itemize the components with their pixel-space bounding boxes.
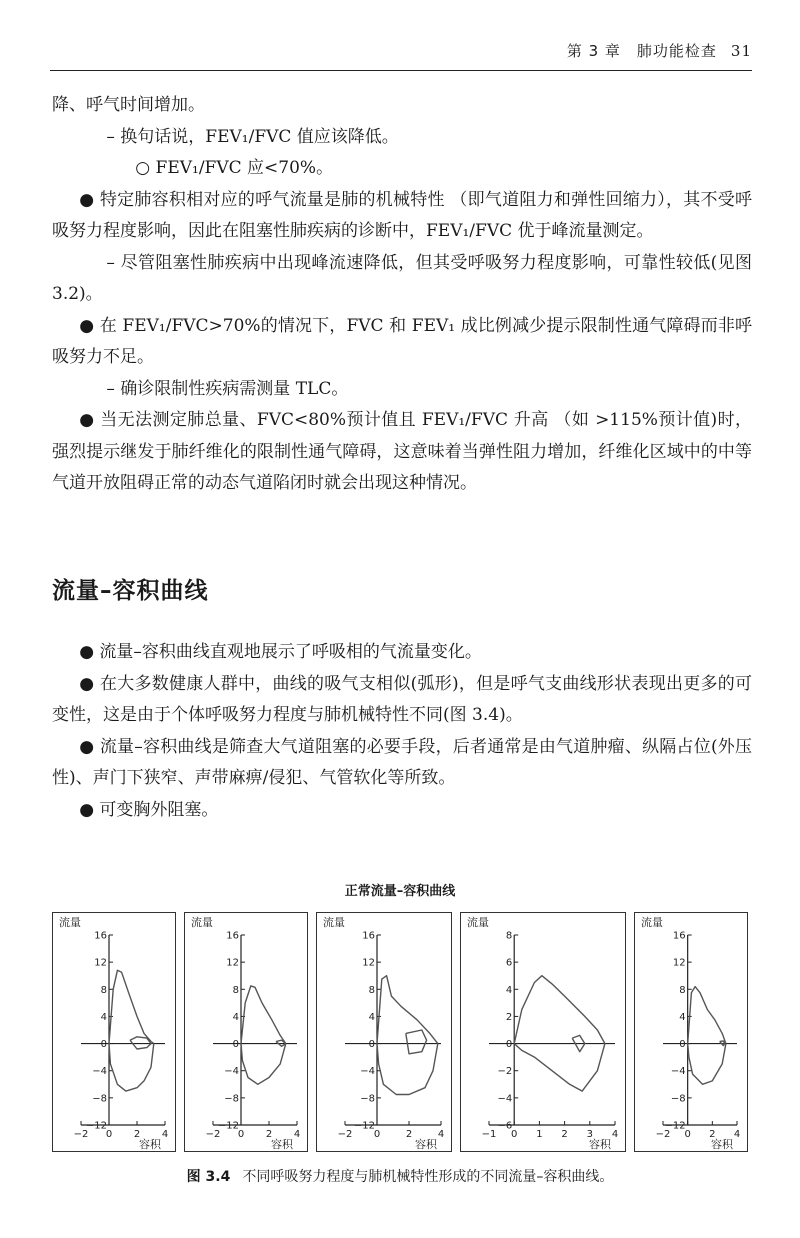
- inspiratory-curve: [688, 1044, 726, 1085]
- expiratory-curve: [241, 986, 286, 1044]
- y-tick-label: 16: [94, 930, 107, 942]
- inspiratory-curve: [241, 1044, 286, 1085]
- x-tick-label: −2: [337, 1129, 353, 1140]
- y-tick-label: 4: [232, 1011, 239, 1023]
- y-tick-label: 4: [368, 1011, 375, 1023]
- body-text-section: [52, 637, 752, 826]
- y-axis-label: 流量: [323, 916, 345, 929]
- y-tick-label: 0: [505, 1039, 513, 1051]
- figure-caption: [0, 1166, 800, 1186]
- y-tick-label: 8: [505, 930, 513, 942]
- y-tick-label: 0: [679, 1039, 686, 1051]
- y-tick-label: −6: [497, 1120, 513, 1132]
- y-tick-label: −12: [353, 1120, 375, 1132]
- x-tick-label: 2: [561, 1129, 568, 1140]
- paragraph: ○ FEV₁/FVC 应<70%。: [135, 158, 334, 178]
- x-tick-label: 2: [133, 1129, 141, 1140]
- paragraph: ● 在大多数健康人群中，曲线的吸气支相似(弧形)，但是呼气支曲线形状表现出更多的可变性，这是由于个体呼吸努力程度与肺机械特性不同(图 3.4)。: [52, 673, 752, 725]
- y-tick-label: −2: [497, 1066, 513, 1078]
- y-tick-label: −4: [670, 1066, 686, 1078]
- figure-title: 正常流量–容积曲线: [344, 884, 456, 899]
- y-axis-label: 流量: [59, 916, 81, 929]
- x-tick-label: 4: [611, 1129, 619, 1140]
- x-tick-label: 2: [265, 1129, 273, 1140]
- chart-panel-3: [316, 912, 452, 1152]
- y-tick-label: 0: [368, 1039, 375, 1051]
- page-header: [50, 30, 752, 71]
- y-tick-label: 12: [94, 957, 107, 969]
- running-head: [567, 40, 752, 61]
- inspiratory-curve: [377, 1044, 438, 1095]
- x-tick-label: 4: [161, 1129, 169, 1140]
- chart-panel-5: [634, 912, 748, 1152]
- y-tick-label: 4: [505, 984, 513, 996]
- y-tick-label: 0: [232, 1039, 239, 1051]
- x-tick-label: 0: [105, 1129, 113, 1140]
- y-tick-label: 12: [226, 957, 239, 969]
- x-tick-label: 0: [511, 1129, 518, 1140]
- x-tick-label: 2: [709, 1129, 716, 1140]
- chart-panel-2: [184, 912, 308, 1152]
- x-tick-label: −2: [655, 1129, 671, 1140]
- paragraph: – 确诊限制性疾病需测量 TLC。: [106, 378, 349, 399]
- x-tick-label: 2: [405, 1129, 413, 1140]
- expiratory-curve: [514, 976, 605, 1044]
- paragraph: ● 可变胸外阻塞。: [79, 799, 219, 820]
- x-tick-label: 3: [586, 1129, 593, 1140]
- paragraph: ● 流量–容积曲线直观地展示了呼吸相的气流量变化。: [79, 642, 482, 662]
- x-axis-label: 容积: [589, 1138, 611, 1151]
- paragraph: ● 特定肺容积相对应的呼气流量是肺的机械特性 （即气道阻力和弹性回缩力），其不受呼吸努力程度影响，因此在阻塞性肺疾病的诊断中，FEV₁/FVC 优于峰流量测定。: [52, 189, 752, 241]
- chart-svg: [53, 913, 175, 1151]
- y-tick-label: 16: [672, 930, 686, 942]
- y-axis-label: 流量: [191, 916, 213, 929]
- y-tick-label: 8: [368, 984, 375, 996]
- paragraph: 降、呼气时间增加。: [52, 95, 205, 115]
- y-tick-label: 2: [505, 1011, 513, 1023]
- chart-panel-4: [460, 912, 626, 1152]
- y-tick-label: −4: [360, 1066, 375, 1078]
- y-tick-label: −8: [670, 1093, 686, 1105]
- x-tick-label: 1: [536, 1129, 543, 1140]
- section-title: 流量–容积曲线: [52, 578, 209, 604]
- y-tick-label: 6: [505, 957, 513, 969]
- inspiratory-curve: [109, 1044, 154, 1092]
- x-axis-label: 容积: [415, 1138, 437, 1151]
- inspiratory-curve: [514, 1044, 605, 1092]
- y-tick-label: 8: [100, 984, 107, 996]
- y-tick-label: 8: [679, 984, 686, 996]
- expiratory-curve: [688, 987, 726, 1044]
- chapter-title: 第 3 章 肺功能检查: [566, 42, 717, 60]
- x-tick-label: 4: [733, 1129, 741, 1140]
- expiratory-curve: [109, 970, 154, 1043]
- body-text: [52, 90, 752, 500]
- tidal-loop: [130, 1037, 151, 1049]
- x-axis-label: 容积: [271, 1138, 293, 1151]
- x-axis-label: 容积: [711, 1138, 733, 1151]
- y-tick-label: −12: [85, 1120, 107, 1132]
- caption-text: 不同呼吸努力程度与肺机械特性形成的不同流量–容积曲线。: [242, 1169, 614, 1185]
- y-tick-label: −4: [497, 1093, 513, 1105]
- y-tick-label: 12: [672, 957, 686, 969]
- y-axis-label: 流量: [641, 916, 663, 929]
- paragraph: – 尽管阻塞性肺疾病中出现峰流速降低，但其受呼吸努力程度影响，可靠性较低(见图 3.2)。: [52, 252, 752, 304]
- paragraph: – 换句话说，FEV₁/FVC 值应该降低。: [106, 126, 399, 147]
- x-tick-label: −2: [205, 1129, 221, 1140]
- y-tick-label: 8: [232, 984, 239, 996]
- chart-panel-1: [52, 912, 176, 1152]
- y-tick-label: −8: [92, 1093, 107, 1105]
- chart-svg: [185, 913, 307, 1151]
- y-axis-label: 流量: [467, 916, 489, 929]
- x-tick-label: 0: [684, 1129, 691, 1140]
- paragraph: ● 流量–容积曲线是筛查大气道阻塞的必要手段，后者通常是由气道肿瘤、纵隔占位(外压性)、声门下狭窄、声带麻痹/侵犯、气管软化等所致。: [52, 736, 752, 788]
- y-tick-label: −8: [360, 1093, 375, 1105]
- tidal-loop: [720, 1041, 725, 1046]
- x-tick-label: 4: [437, 1129, 445, 1140]
- tidal-loop: [406, 1030, 427, 1054]
- x-tick-label: −2: [73, 1129, 89, 1140]
- y-tick-label: 4: [100, 1011, 107, 1023]
- y-tick-label: 16: [362, 930, 375, 942]
- x-tick-label: −1: [481, 1129, 497, 1140]
- y-tick-label: −4: [224, 1066, 239, 1078]
- paragraph: ● 在 FEV₁/FVC>70%的情况下，FVC 和 FEV₁ 成比例减少提示限制性通气障碍而非呼吸努力不足。: [52, 315, 752, 367]
- x-axis-label: 容积: [139, 1138, 161, 1151]
- y-tick-label: −12: [664, 1120, 686, 1132]
- chart-svg: [461, 913, 625, 1151]
- x-tick-label: 0: [237, 1129, 245, 1140]
- y-tick-label: −12: [217, 1120, 239, 1132]
- y-tick-label: −8: [224, 1093, 239, 1105]
- x-tick-label: 4: [293, 1129, 301, 1140]
- chart-svg: [635, 913, 747, 1151]
- x-tick-label: 0: [373, 1129, 381, 1140]
- y-tick-label: 0: [100, 1039, 107, 1051]
- y-tick-label: −4: [92, 1066, 107, 1078]
- paragraph: ● 当无法测定肺总量、FVC<80%预计值且 FEV₁/FVC 升高 （如 >115%预计值)时，强烈提示继发于肺纤维化的限制性通气障碍，这意味着当弹性阻力增加，纤维化区域中的中等气道开放阻碍正常的动态气道陷闭时就会出现这种情况。: [52, 410, 752, 493]
- y-tick-label: 16: [226, 930, 239, 942]
- y-tick-label: 4: [679, 1011, 686, 1023]
- y-tick-label: 12: [362, 957, 375, 969]
- caption-number: 图 3.4: [186, 1169, 231, 1185]
- chart-svg: [317, 913, 451, 1151]
- page-number: 31: [730, 42, 752, 60]
